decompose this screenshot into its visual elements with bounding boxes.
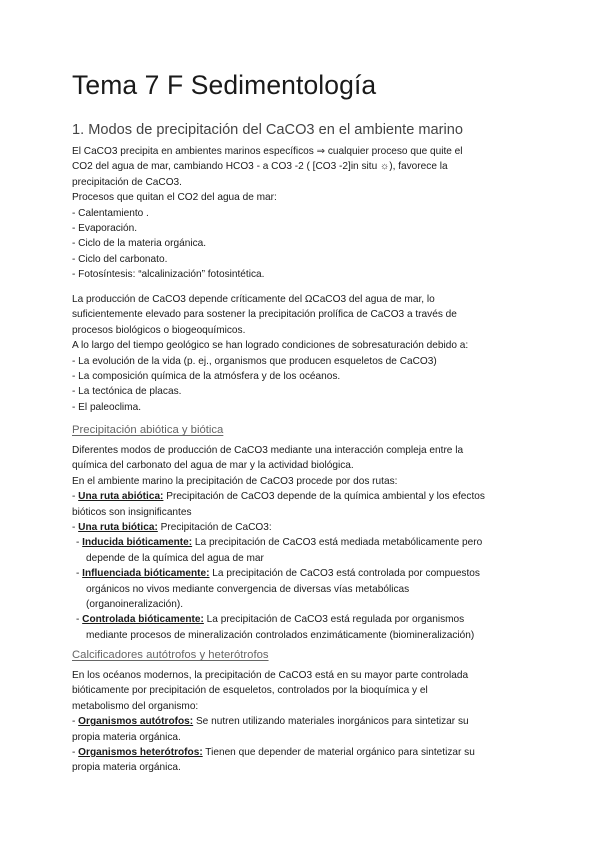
list-item-abiotica <box>72 489 532 504</box>
text-line: propia materia orgánica. <box>72 762 181 774</box>
list-item: - Calentamiento . <box>72 207 149 219</box>
term-abiotica: Una ruta abiótica: <box>78 491 164 503</box>
text-line: metabolismo del organismo: <box>72 700 199 712</box>
term-autotrofos: Organismos autótrofos: <box>78 716 194 728</box>
text-line: (organoineralización). <box>86 599 184 611</box>
list-item: - El paleoclima. <box>72 401 142 413</box>
section3-heading: Calcificadores autótrofos y heterótrofos <box>72 649 269 661</box>
text-line: depende de la química del agua de mar <box>86 552 264 564</box>
page-title: Tema 7 F Sedimentología <box>72 70 377 100</box>
text-line: Procesos que quitan el CO2 del agua de mar: <box>72 192 277 204</box>
list-item: - La tectónica de placas. <box>72 386 182 398</box>
text-line: bióticos son insignificantes <box>72 506 192 518</box>
definition-text: Precipitación de CaCO3 depende de la química ambiental y los efectos <box>163 491 485 503</box>
text-line: propia materia orgánica. <box>72 731 181 743</box>
bullet-dash: - <box>72 716 79 728</box>
text-line: mediante procesos de mineralización controlados enzimáticamente (biomineralización) <box>86 629 475 641</box>
definition-text: La precipitación de CaCO3 está controlada por compuestos <box>209 568 480 580</box>
list-item: - Ciclo de la materia orgánica. <box>72 238 207 250</box>
definition-text: Precipitación de CaCO3: <box>157 522 272 534</box>
list-item: - La evolución de la vida (p. ej., organismos que producen esqueletos de CaCO3) <box>72 355 437 367</box>
text-line: CO2 del agua de mar, cambiando HCO3 - a CO3 -2 ( [CO3 -2]in situ ☼), favorece la <box>72 161 448 173</box>
definition-text: La precipitación de CaCO3 está regulada por organismos <box>203 614 465 626</box>
list-item: - Evaporación. <box>72 223 138 235</box>
definition-text: Tienen que depender de material orgánico para sintetizar su <box>202 747 475 759</box>
list-item-autotrofos <box>72 714 532 729</box>
text-line: bióticamente por precipitación de esqueletos, controlados por la bioquímica y el <box>72 685 428 697</box>
text-line: En el ambiente marino la precipitación de CaCO3 procede por dos rutas: <box>72 475 398 487</box>
term-influenciada: Influenciada bióticamente: <box>82 568 210 580</box>
bullet-dash: - <box>76 568 83 580</box>
text-line: Diferentes modos de producción de CaCO3 mediante una interacción compleja entre la <box>72 445 464 456</box>
term-heterotrofos: Organismos heterótrofos: <box>78 747 203 759</box>
text-line: procesos biológicos o biogeoquímicos. <box>72 324 246 336</box>
list-item: - La composición química de la atmósfera y de los océanos. <box>72 371 341 383</box>
text-line: orgánicos no vivos mediante convergencia de diversas vías metabólicas <box>86 583 410 595</box>
section1-intro <box>72 144 532 283</box>
section1-heading: 1. Modos de precipitación del CaCO3 en el ambiente marino <box>72 122 464 138</box>
text-line: En los océanos modernos, la precipitación de CaCO3 está en su mayor parte controlada <box>72 670 469 681</box>
bullet-dash: - <box>72 522 79 534</box>
list-item-controlada <box>72 612 532 627</box>
list-item: - Ciclo del carbonato. <box>72 253 168 265</box>
list-item-inducida <box>72 535 532 550</box>
list-item-biotica <box>72 520 532 535</box>
section2-body <box>72 443 532 643</box>
text-line: suficientemente elevado para sostener la precipitación prolífica de CaCO3 a través de <box>72 309 457 321</box>
bullet-dash: - <box>72 491 79 503</box>
text-line: El CaCO3 precipita en ambientes marinos específicos ⇒ cualquier proceso que quite el <box>72 146 463 157</box>
definition-text: Se nutren utilizando materiales inorgánicos para sintetizar su <box>193 716 469 728</box>
bullet-dash: - <box>76 614 83 626</box>
definition-text: La precipitación de CaCO3 está mediada metabólicamente pero <box>192 537 483 549</box>
term-biotica: Una ruta biótica: <box>78 522 158 534</box>
text-line: precipitación de CaCO3. <box>72 176 182 188</box>
section3-body <box>72 668 532 776</box>
term-inducida: Inducida bióticamente: <box>82 537 193 549</box>
bullet-dash: - <box>72 747 79 759</box>
section2-heading: Precipitación abiótica y biótica <box>72 424 224 436</box>
bullet-dash: - <box>76 537 83 549</box>
text-line: química del carbonato del agua de mar y la actividad biológica. <box>72 460 354 472</box>
list-item-influenciada <box>72 566 532 581</box>
section1-paragraph2 <box>72 292 532 415</box>
term-controlada: Controlada bióticamente: <box>82 614 204 626</box>
list-item-heterotrofos <box>72 745 532 760</box>
text-line: A lo largo del tiempo geológico se han logrado condiciones de sobresaturación debido a: <box>72 340 469 352</box>
text-line: La producción de CaCO3 depende críticamente del ΩCaCO3 del agua de mar, lo <box>72 294 435 305</box>
list-item: - Fotosíntesis: “alcalinización” fotosintética. <box>72 269 265 281</box>
